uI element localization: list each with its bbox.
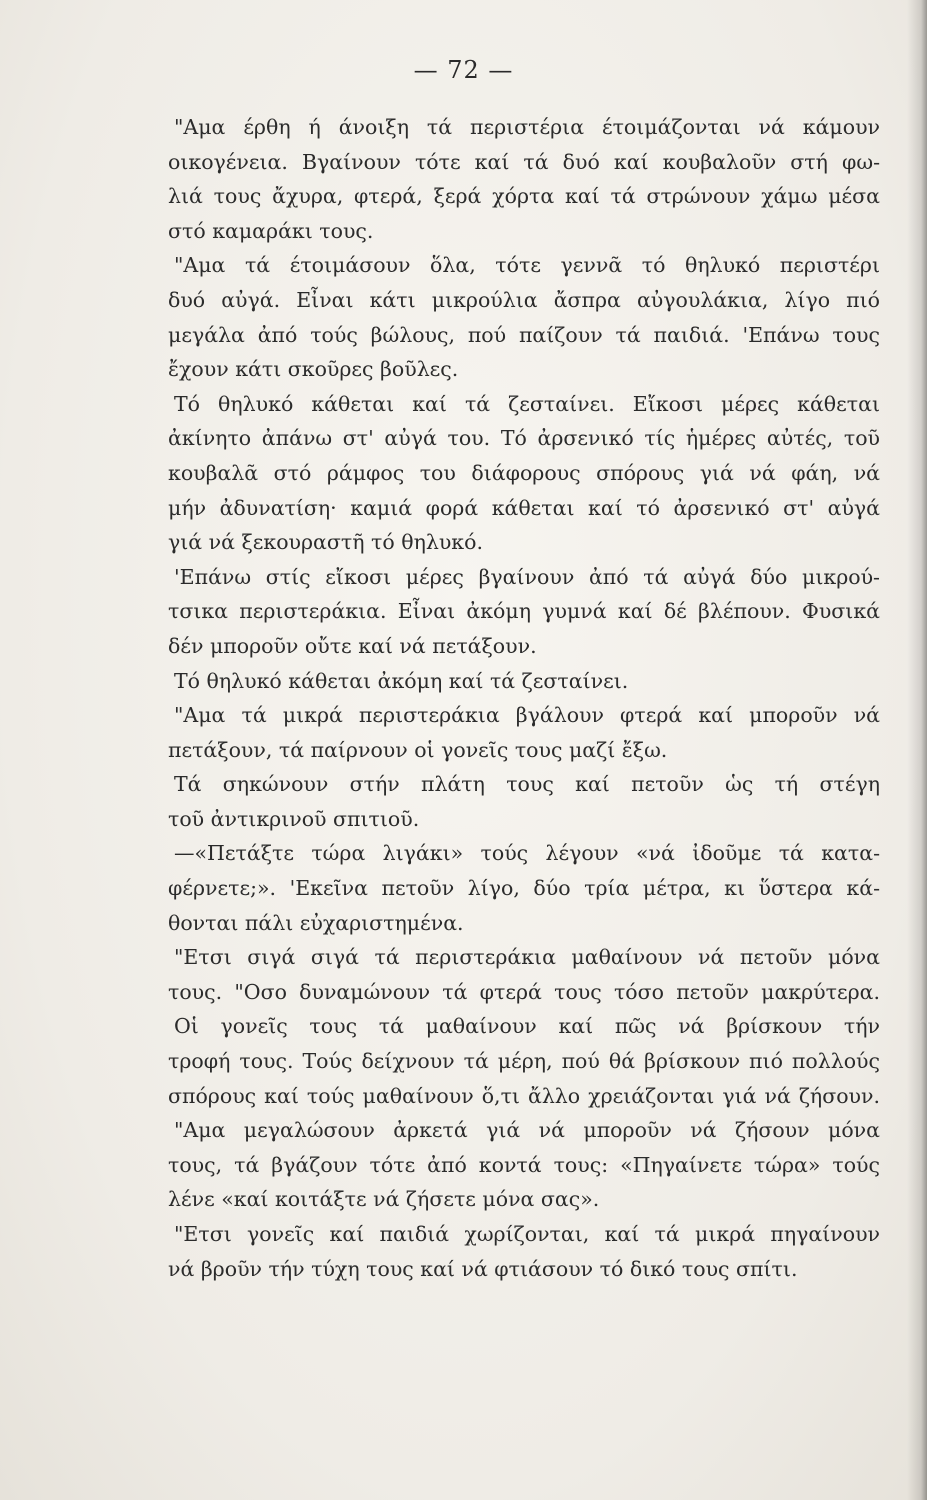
text-line: Οἱ γονεῖς τους τά μαθαίνουν καί πῶς νά βρίσκουν τήν	[174, 1014, 880, 1039]
text-line: ἔχουν κάτι σκοῦρες βοῦλες.	[168, 357, 459, 382]
text-line: "Ετσι σιγά σιγά τά περιστεράκια μαθαίνουν νά πετοῦν μόνα	[174, 945, 880, 970]
text-line: "Αμα έρθη ή άνοιξη τά περιστέρια έτοιμάζονται νά κάμουν	[174, 115, 880, 139]
text-line: φέρνετε;». 'Εκεῖνα πετοῦν λίγο, δύο τρία μέτρα, κι ὕστερα κά-	[168, 876, 880, 901]
text-line: ἀκίνητο ἀπάνω στ' αὐγά του. Τό ἀρσενικό τίς ἡμέρες αὐτές, τοῦ	[168, 426, 880, 451]
text-line: κουβαλᾶ στό ράμφος του διάφορους σπόρους γιά νά φάη, νά	[168, 460, 880, 485]
text-line: γιά νά ξεκουραστῆ τό θηλυκό.	[168, 530, 483, 555]
text-line: λένε «καί κοιτάξτε νά ζήσετε μόνα σας».	[168, 1187, 600, 1212]
text-line: τροφή τους. Τούς δείχνουν τά μέρη, πού θά βρίσκουν πιό πολλούς	[168, 1049, 880, 1074]
text-line: "Ετσι γονεῖς καί παιδιά χωρίζονται, καί τά μικρά πηγαίνουν	[174, 1222, 880, 1246]
text-line: σπόρους καί τούς μαθαίνουν ὅ,τι ἄλλο χρειάζονται γιά νά ζήσουν.	[168, 1083, 880, 1108]
text-line: στό καμαράκι τους.	[168, 218, 374, 243]
page-edge-shadow	[907, 0, 927, 1500]
text-line: —«Πετάξτε τώρα λιγάκι» τούς λέγουν «νά ἰδοῦμε τά κατα-	[174, 841, 880, 866]
text-line: δέν μποροῦν οὔτε καί νά πετάξουν.	[168, 633, 537, 658]
text-line: Τά σηκώνουν στήν πλάτη τους καί πετοῦν ὡς τή στέγη	[174, 772, 880, 797]
text-line: νά βροῦν τήν τύχη τους καί νά φτιάσουν τό δικό τους σπίτι.	[168, 1256, 798, 1281]
text-line: δυό αὐγά. Εἶναι κάτι μικρούλια ἄσπρα αὐγουλάκια, λίγο πιό	[168, 287, 880, 312]
text-line: μήν ἀδυνατίση· καμιά φορά κάθεται καί τό ἀρσενικό στ' αὐγά	[168, 495, 880, 520]
text-line: Τό θηλυκό κάθεται καί τά ζεσταίνει. Εἴκοσι μέρες κάθεται	[174, 391, 880, 416]
text-line: 'Επάνω στίς εἴκοσι μέρες βγαίνουν ἀπό τά αὐγά δύο μικρού-	[174, 564, 880, 589]
text-line: θονται πάλι εὐχαριστημένα.	[168, 910, 464, 935]
text-line: πετάξουν, τά παίρνουν οἱ γονεῖς τους μαζί ἔξω.	[168, 737, 668, 762]
page-number: — 72 —	[413, 56, 514, 84]
text-line: "Αμα μεγαλώσουν ἀρκετά γιά νά μποροῦν νά ζήσουν μόνα	[174, 1118, 880, 1143]
text-line: τους. "Οσο δυναμώνουν τά φτερά τους τόσο πετοῦν μακρύτερα.	[168, 979, 880, 1004]
text-line: τους, τά βγάζουν τότε ἀπό κοντά τους: «Πηγαίνετε τώρα» τούς	[168, 1152, 880, 1177]
text-line: λιά τους ἄχυρα, φτερά, ξερά χόρτα καί τά στρώνουν χάμω μέσα	[168, 184, 880, 209]
text-line: Τό θηλυκό κάθεται ἀκόμη καί τά ζεσταίνει.	[174, 668, 629, 693]
text-line: "Αμα τά μικρά περιστεράκια βγάλουν φτερά καί μποροῦν νά	[174, 703, 880, 728]
text-line: μεγάλα ἀπό τούς βώλους, πού παίζουν τά παιδιά. 'Επάνω τους	[168, 322, 880, 347]
body-text	[168, 110, 880, 1286]
text-line: τσικα περιστεράκια. Εἶναι ἀκόμη γυμνά καί δέ βλέπουν. Φυσικά	[168, 599, 880, 624]
text-line: τοῦ ἀντικρινοῦ σπιτιοῦ.	[168, 806, 420, 831]
text-line: οικογένεια. Βγαίνουν τότε καί τά δυό καί κουβαλοῦν στή φω-	[168, 149, 880, 174]
text-line: "Αμα τά έτοιμάσουν ὅλα, τότε γεννᾶ τό θηλυκό περιστέρι	[174, 253, 880, 278]
